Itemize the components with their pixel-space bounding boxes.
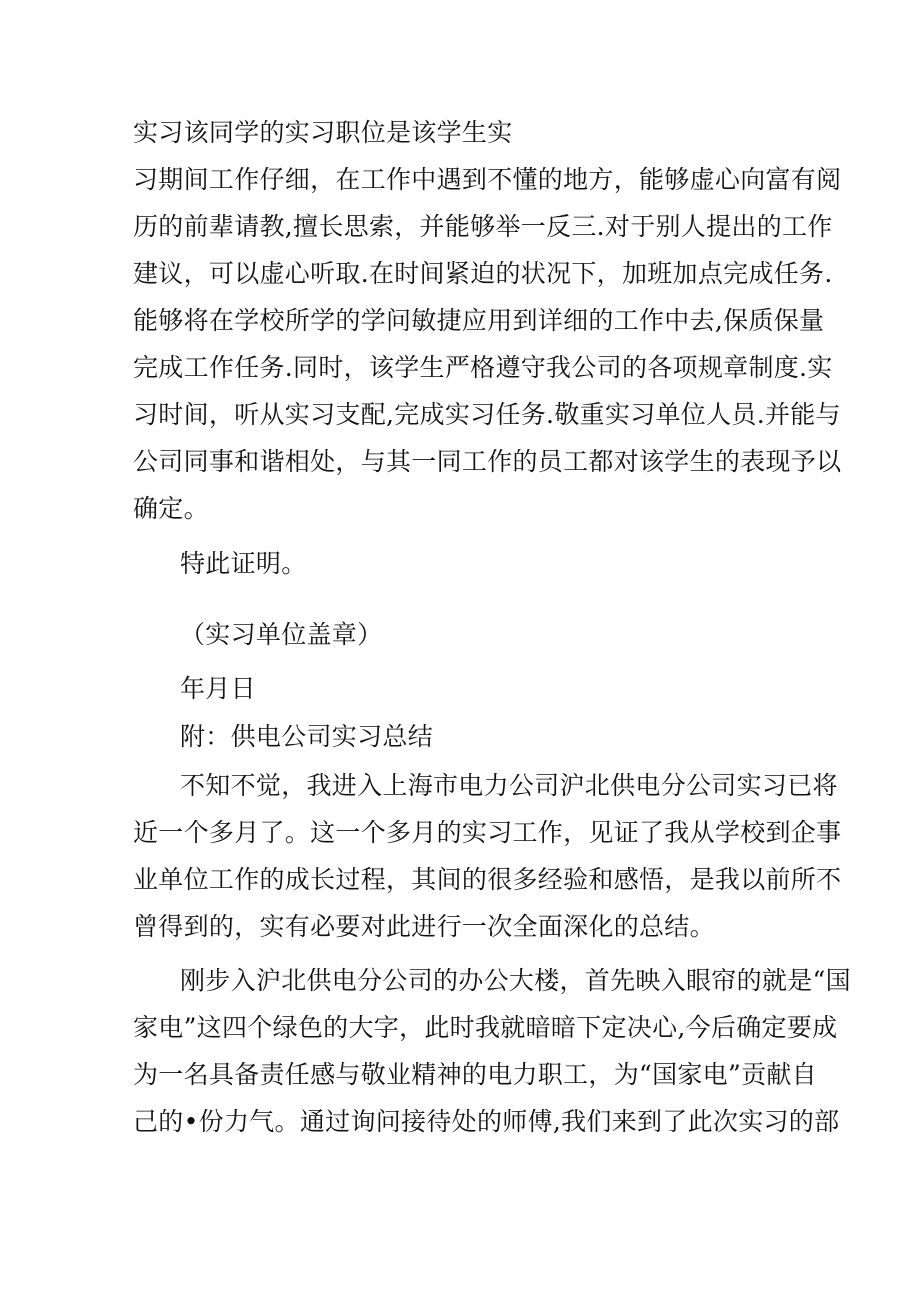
paragraph2-line: 曾得到的，实有必要对此进行一次全面深化的总结。 bbox=[133, 912, 715, 941]
seal-note: （实习单位盖章） bbox=[180, 620, 383, 649]
date-line: 年月日 bbox=[180, 674, 256, 703]
paragraph1-line: 习期间工作仔细，在工作中遇到不懂的地方，能够虚心向富有阅 bbox=[133, 165, 842, 194]
paragraph3-line: 家电”这四个绿色的大字，此时我就暗暗下定决心,今后确定要成 bbox=[133, 1013, 838, 1042]
paragraph1-line: 能够将在学校所学的学问敏捷应用到详细的工作中去,保质保量 bbox=[133, 306, 825, 335]
appendix-title: 附：供电公司实习总结 bbox=[180, 722, 434, 751]
paragraph3-line: 己的•份力气。通过询问接待处的师傅,我们来到了此次实习的部 bbox=[133, 1107, 840, 1136]
paragraph2-line: 近一个多月了。这一个多月的实习工作，见证了我从学校到企事 bbox=[133, 818, 842, 847]
paragraph1-line: 完成工作任务.同时，该学生严格遵守我公司的各项规章制度.实 bbox=[133, 353, 833, 382]
intro-line: 实习该同学的实习职位是该学生实 bbox=[133, 118, 513, 147]
paragraph3-line: 刚步入沪北供电分公司的办公大楼，首先映入眼帘的就是“国 bbox=[180, 966, 851, 995]
paragraph1-line: 建议，可以虚心听取.在时间紧迫的状况下，加班加点完成任务. bbox=[133, 259, 833, 288]
paragraph1-line: 历的前辈请教,擅长思索，并能够举一反三.对于别人提出的工作 bbox=[133, 212, 833, 241]
paragraph1-line: 习时间，听从实习支配,完成实习任务.敬重实习单位人员.并能与 bbox=[133, 400, 841, 429]
paragraph1-line: 确定。 bbox=[133, 494, 209, 523]
paragraph1-line: 公司同事和谐相处，与其一同工作的员工都对该学生的表现予以 bbox=[133, 447, 842, 476]
paragraph3-line: 为一名具备责任感与敬业精神的电力职工，为“国家电”贡献自 bbox=[133, 1060, 817, 1089]
paragraph2-line: 不知不觉，我进入上海市电力公司沪北供电分公司实习已将 bbox=[180, 771, 838, 800]
paragraph2-line: 业单位工作的成长过程，其间的很多经验和感悟，是我以前所不 bbox=[133, 865, 842, 894]
certify-text: 特此证明。 bbox=[180, 549, 307, 578]
